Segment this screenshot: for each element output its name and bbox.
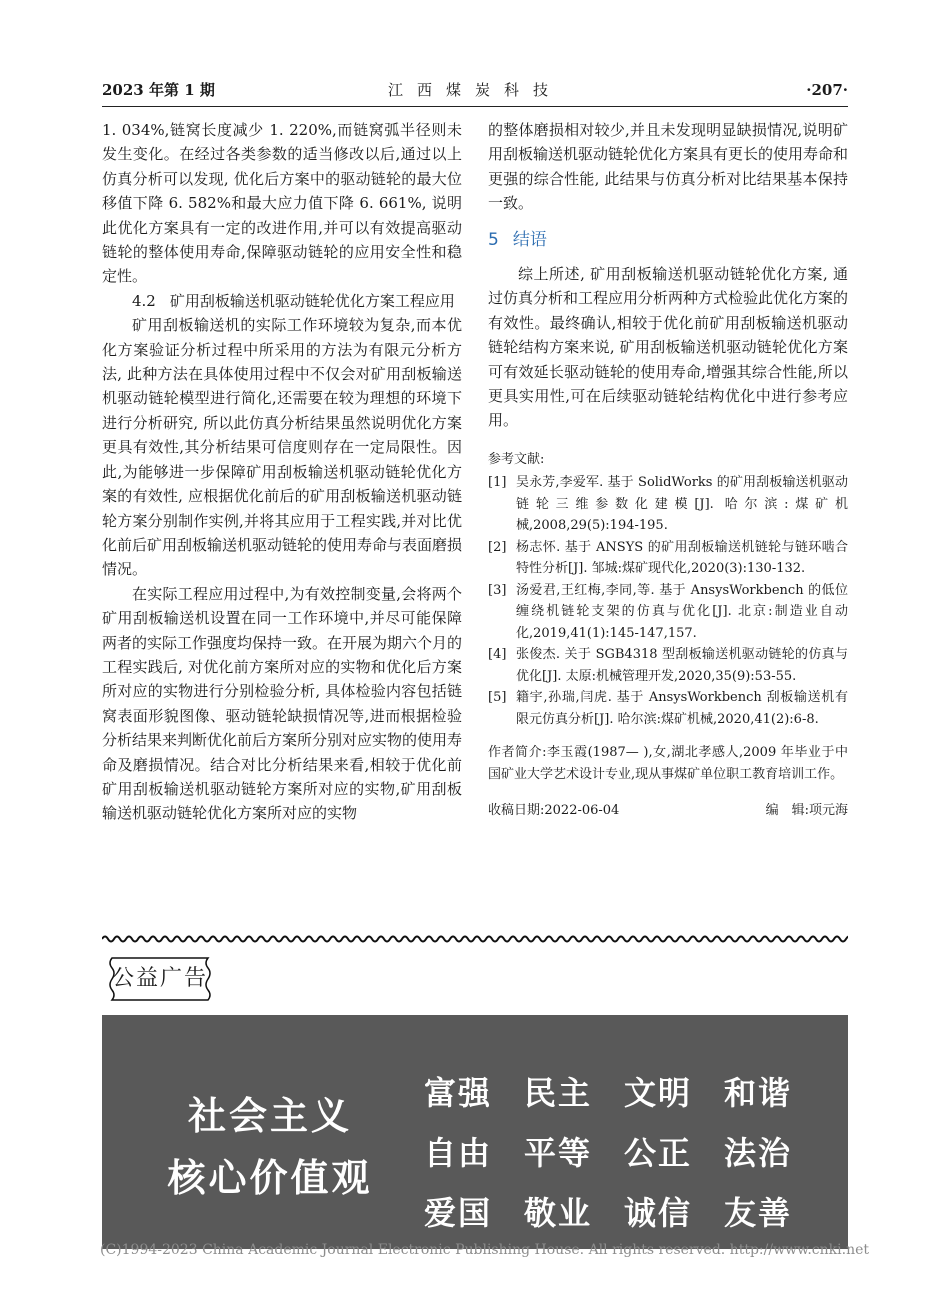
value-word: 诚信 bbox=[624, 1194, 693, 1232]
section-title: 矿用刮板输送机驱动链轮优化方案工程应用 bbox=[169, 291, 455, 310]
reference-number: [4] bbox=[488, 647, 507, 663]
reference-text: 杨志怀. 基于 ANSYS 的矿用刮板输送机链轮与链环啮合特性分析[J]. 邹城:煤矿现代化,2020(3):130-132. bbox=[516, 539, 848, 577]
paragraph: 综上所述, 矿用刮板输送机驱动链轮优化方案, 通过仿真分析和工程应用分析两种方式检验此优化方案的有效性。最终确认,相较于优化前矿用刮板输送机驱动链轮结构方案来说, 矿用刮板输送机驱动链轮优化方案可有效延长驱动链轮的使用寿命,增强其综合性能,所以更具实用性,可在后续驱动链轮结构优化中进行参考应用。 bbox=[488, 265, 849, 430]
copyright-watermark: (C)1994-2023 China Academic Journal Electronic Publishing House. All rights reserved. http://www.cnki.net bbox=[100, 1242, 870, 1258]
value-word: 和谐 bbox=[724, 1074, 793, 1112]
reference-text: 吴永芳,李爱军. 基于 SolidWorks 的矿用刮板输送机驱动链轮三维参数化建模[J]. 哈尔滨:煤矿机械,2008,29(5):194-195. bbox=[516, 475, 848, 534]
reference-item bbox=[488, 472, 848, 537]
value-word: 平等 bbox=[524, 1134, 593, 1172]
reference-item bbox=[488, 644, 848, 687]
values-row bbox=[424, 1121, 824, 1181]
continued-paragraph: 1. 034%,链窝长度减少 1. 220%,而链窝弧半径则未发生变化。在经过各类参数的适当修改以后,通过以上仿真分析可以发现, 优化后方案中的驱动链轮的最大位移值下降 6. 582%和最大应力值下降 6. 661%, 说明此优化方案具有一定的改进作用,并可以有效提高驱动链轮的整体使用寿命,保障驱动链轮的应用安全性和稳定性。 bbox=[102, 121, 462, 286]
section-number: 4.2 bbox=[132, 291, 156, 310]
value-word: 敬业 bbox=[524, 1194, 593, 1232]
section-title: 结语 bbox=[512, 229, 547, 250]
value-word: 文明 bbox=[624, 1074, 693, 1112]
page-number: ·207· bbox=[806, 81, 848, 99]
reference-number: [2] bbox=[488, 539, 507, 555]
value-word: 友善 bbox=[724, 1194, 793, 1232]
reference-item bbox=[488, 687, 848, 730]
received-editor-line bbox=[488, 801, 848, 821]
wavy-divider bbox=[102, 932, 848, 946]
value-word: 自由 bbox=[424, 1134, 493, 1172]
reference-number: [1] bbox=[488, 475, 507, 491]
slogan-line-1: 社会主义 bbox=[187, 1094, 352, 1138]
header-rule bbox=[102, 106, 848, 107]
slogan-line-2: 核心价值观 bbox=[167, 1156, 373, 1200]
value-word: 民主 bbox=[524, 1074, 593, 1112]
paragraph: 矿用刮板输送机的实际工作环境较为复杂,而本优化方案验证分析过程中所采用的方法为有限元分析方法, 此种方法在具体使用过程中不仅会对矿用刮板输送机驱动链轮模型进行简化,还需要在较为理想的环境下进行分析研究, 所以此仿真分析结果虽然说明优化方案更具有效性,其分析结果可信度则存在一定局限性。因此,为能够进一步保障矿用刮板输送机驱动链轮优化方案的有效性, 应根据优化前后的矿用刮板输送机驱动链轮方案分别制作实例,并将其应用于工程实践,并对比优化前后矿用刮板输送机驱动链轮的使用寿命与表面磨损情况。 bbox=[102, 316, 463, 579]
received-date: 收稿日期:2022-06-04 bbox=[488, 803, 620, 819]
references-title: 参考文献: bbox=[488, 451, 545, 467]
value-word: 富强 bbox=[424, 1074, 493, 1112]
journal-name: 江西煤炭科技 bbox=[387, 81, 562, 99]
reference-text: 汤爱君,王红梅,李同,等. 基于 AnsysWorkbench 的低位缠绕机链轮支架的仿真与优化[J]. 北京:制造业自动化,2019,41(1):145-147,157. bbox=[516, 582, 848, 641]
ad-title: 公益广告 bbox=[111, 966, 208, 991]
value-word: 爱国 bbox=[424, 1194, 493, 1232]
reference-number: [3] bbox=[488, 582, 507, 598]
reference-text: 张俊杰. 关于 SGB4318 型刮板输送机驱动链轮的仿真与优化[J]. 太原:机械管理开发,2020,35(9):53-55. bbox=[516, 647, 848, 684]
issue-label: 2023 年第 1 期 bbox=[102, 81, 215, 99]
editor-name: 编 辑:项元海 bbox=[765, 803, 848, 819]
value-word: 法治 bbox=[724, 1134, 793, 1172]
values-row bbox=[424, 1181, 824, 1241]
section-4-2-heading bbox=[102, 289, 462, 313]
author-bio: 作者简介:李玉霞(1987— ),女,湖北孝感人,2009 年毕业于中国矿业大学艺术设计专业,现从事煤矿单位职工教育培训工作。 bbox=[488, 745, 848, 782]
section-number: 5 bbox=[488, 229, 499, 250]
reference-number: [5] bbox=[488, 690, 507, 706]
ad-banner bbox=[102, 1015, 848, 1249]
page-header bbox=[102, 78, 848, 102]
right-column bbox=[488, 118, 848, 821]
continued-paragraph: 的整体磨损相对较少,并且未发现明显缺损情况,说明矿用刮板输送机驱动链轮优化方案具有更长的使用寿命和更强的综合性能, 此结果与仿真分析对比结果基本保持一致。 bbox=[488, 121, 849, 213]
references bbox=[488, 449, 848, 731]
paragraph: 在实际工程应用过程中,为有效控制变量,会将两个矿用刮板输送机设置在同一工作环境中,并尽可能保障两者的实际工作强度均保持一致。在开展为期六个月的工程实践后, 对优化前方案所对应的实物和优化后方案所对应的实物进行分别检验分析, 具体检验内容包括链窝表面形貌图像、驱动链轮缺损情况等,进而根据检验分析结果来判断优化前后方案所分别对应实物的使用寿命及磨损情况。结合对比分析结果来看,相较于优化前矿用刮板输送机驱动链轮方案所对应的实物,矿用刮板输送机驱动链轮优化方案所对应的实物 bbox=[102, 584, 463, 823]
reference-item bbox=[488, 537, 848, 580]
core-values-grid bbox=[424, 1061, 824, 1241]
reference-text: 籍宇,孙瑞,闫虎. 基于 AnsysWorkbench 刮板输送机有限元仿真分析[J]. 哈尔滨:煤矿机械,2020,41(2):6-8. bbox=[516, 690, 848, 727]
value-word: 公正 bbox=[624, 1134, 693, 1172]
left-column bbox=[102, 118, 462, 826]
section-5-heading bbox=[488, 228, 848, 252]
reference-item bbox=[488, 580, 848, 645]
values-row bbox=[424, 1061, 824, 1121]
